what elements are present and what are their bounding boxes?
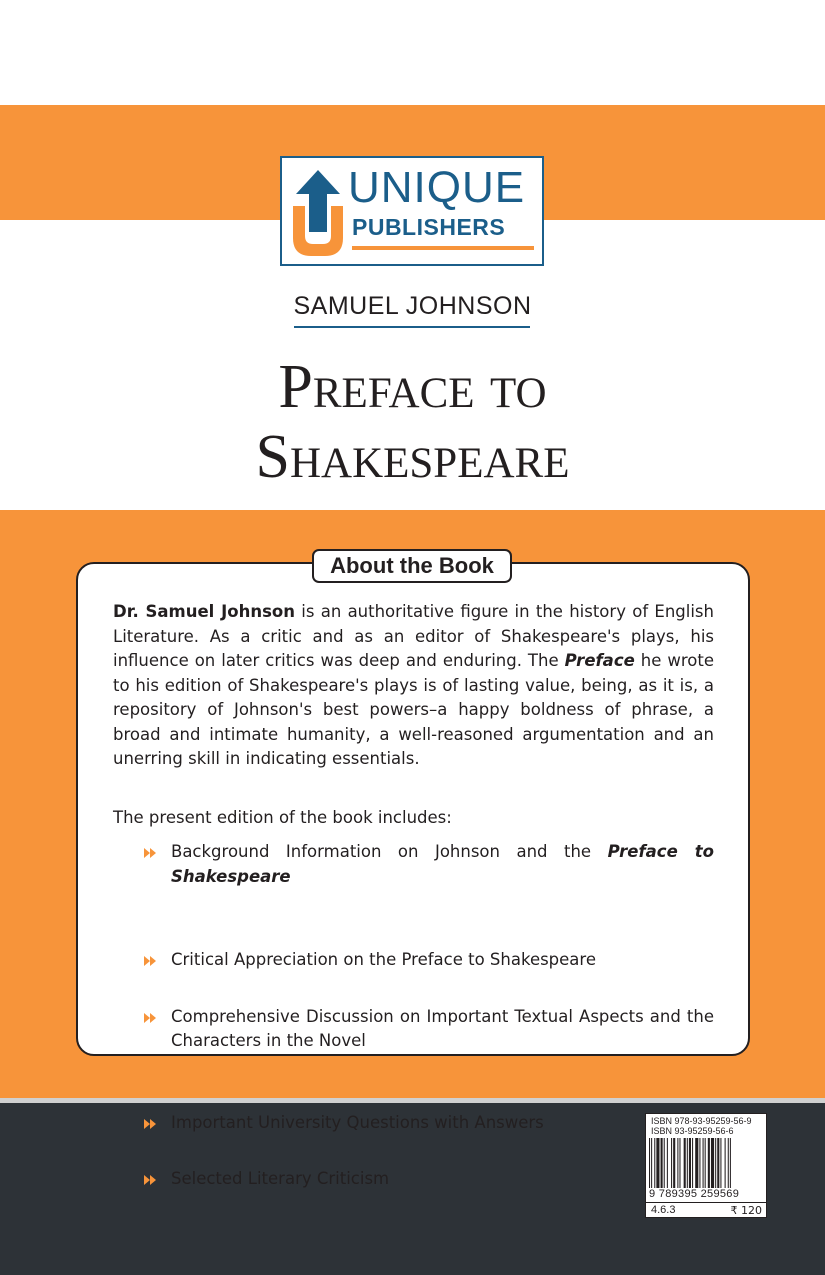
barcode-bar: [711, 1138, 714, 1188]
publisher-logo: [280, 156, 544, 266]
double-arrow-bullet-icon: [144, 956, 157, 966]
barcode-bar: [708, 1138, 710, 1188]
barcode-bar: [699, 1138, 700, 1188]
barcode-bar: [687, 1138, 688, 1188]
edition-code: 4.6.3: [651, 1204, 676, 1216]
barcode-bar: [667, 1138, 668, 1188]
author-bold-name: Dr. Samuel Johnson: [113, 602, 295, 621]
author-name: SAMUEL JOHNSON: [293, 292, 532, 320]
barcode-bars-icon: [649, 1138, 763, 1188]
preface-italic: Preface: [564, 651, 635, 670]
list-item: [144, 1167, 714, 1192]
double-arrow-bullet-icon: [144, 1013, 157, 1023]
author-underline: [294, 326, 530, 328]
barcode-label: [645, 1113, 767, 1218]
logo-subword: PUBLISHERS: [352, 214, 506, 240]
book-title-line-2: Shakespeare: [255, 423, 570, 491]
barcode-bar: [673, 1138, 675, 1188]
barcode-bar: [656, 1138, 659, 1188]
list-item-text: Critical Appreciation on the Preface to Shakespeare: [171, 950, 596, 969]
barcode-bar: [651, 1138, 652, 1188]
list-item-text: Important University Questions with Answers: [171, 1112, 544, 1132]
top-margin: [0, 0, 825, 105]
list-item: [144, 1111, 714, 1136]
barcode-bar: [715, 1138, 716, 1188]
logo-underline: [352, 246, 534, 250]
barcode-bar: [725, 1138, 726, 1188]
barcode-bar: [689, 1138, 691, 1188]
barcode-bar: [649, 1138, 650, 1188]
barcode-bar: [730, 1138, 731, 1188]
barcode-bar: [664, 1138, 665, 1188]
about-the-book-heading: About the Book: [312, 549, 512, 583]
list-item-emphasis: Preface to Shakespeare: [171, 842, 714, 886]
list-item-text: Background Information on Johnson and the: [171, 842, 608, 861]
barcode-bar: [717, 1138, 719, 1188]
barcode-bar: [684, 1138, 686, 1188]
barcode-bar: [654, 1138, 655, 1188]
barcode-digits: 9 789395 259569: [649, 1188, 740, 1200]
u-arrow-logo-icon: [291, 168, 345, 258]
list-item: [144, 840, 714, 889]
barcode-bar: [703, 1138, 704, 1188]
barcode-bar: [728, 1138, 729, 1188]
barcode-bar: [677, 1138, 678, 1188]
list-item-text: Comprehensive Discussion on Important Textual Aspects and the Characters in the Novel: [171, 1006, 714, 1050]
price: ₹ 120: [730, 1204, 762, 1217]
barcode-bar: [705, 1138, 706, 1188]
barcode-bar: [679, 1138, 680, 1188]
about-text-part-b: he wrote to his edition of Shakespeare's plays is of lasting value, being, as it is, a repository of Johnson's best powers–a happy boldness of phrase, a broad and intimate humanity, a well-reasoned argumentation and an unerring skill in indicating essentials.: [113, 651, 714, 768]
list-item: [144, 1005, 714, 1054]
about-text-part-a: is an authoritative figure in the history of English Literature. As a critic and as an editor of Shakespeare's plays, his influence on later critics was deep and enduring. The: [113, 602, 714, 670]
double-arrow-bullet-icon: [144, 1175, 157, 1185]
book-title-line-1: Preface to: [278, 353, 547, 421]
barcode-bar: [661, 1138, 663, 1188]
list-item-text: Selected Literary Criticism: [171, 1169, 390, 1188]
isbn-10: ISBN 93-95259-56-6: [651, 1126, 734, 1136]
includes-intro: The present edition of the book includes:: [113, 808, 452, 827]
barcode-bar: [671, 1138, 672, 1188]
logo-word: UNIQUE: [348, 163, 526, 212]
about-paragraph: [113, 600, 714, 772]
barcode-bar: [720, 1138, 721, 1188]
double-arrow-bullet-icon: [144, 1119, 157, 1129]
list-item: [144, 948, 714, 973]
barcode-bar: [692, 1138, 693, 1188]
price-row: [646, 1202, 766, 1219]
barcode-bar: [695, 1138, 698, 1188]
double-arrow-bullet-icon: [144, 848, 157, 858]
isbn-13: ISBN 978-93-95259-56-9: [651, 1116, 752, 1126]
